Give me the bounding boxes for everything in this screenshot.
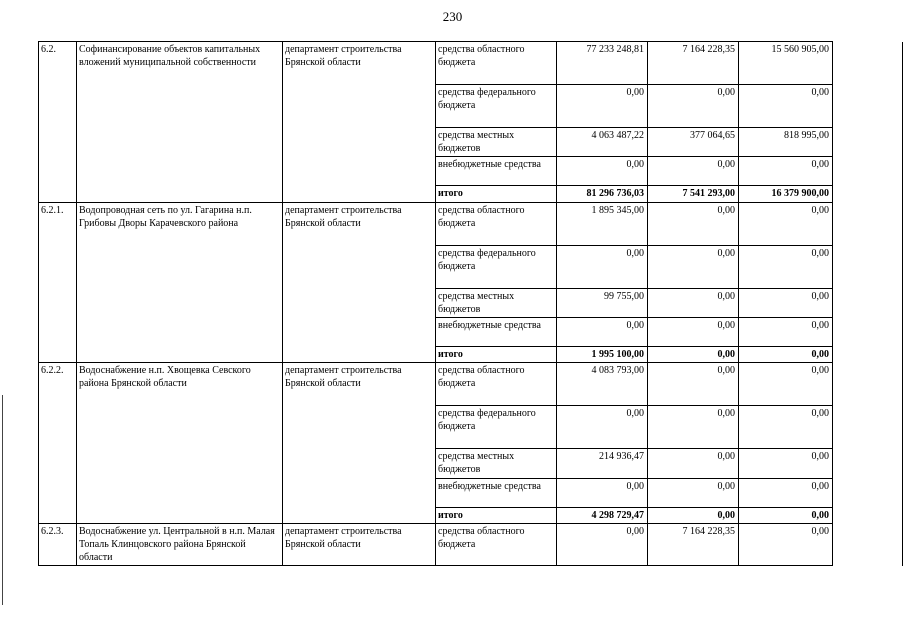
amount-cell: 377 064,65 (648, 128, 739, 157)
amount-cell: 0,00 (739, 202, 833, 245)
amount-cell: 7 541 293,00 (648, 186, 739, 202)
row-name: Софинансирование объектов капитальных вложений муниципальной собственности (77, 42, 283, 203)
amount-cell: 0,00 (739, 363, 833, 406)
amount-cell: 0,00 (648, 449, 739, 478)
amount-cell: 4 083 793,00 (557, 363, 648, 406)
table-row (39, 523, 903, 566)
budget-table (38, 41, 903, 566)
amount-cell: 0,00 (557, 478, 648, 507)
amount-cell: 0,00 (648, 317, 739, 346)
row-code: 6.2.2. (39, 363, 77, 524)
amount-cell: 0,00 (739, 317, 833, 346)
amount-cell: 1 995 100,00 (557, 346, 648, 362)
amount-cell: 0,00 (557, 245, 648, 288)
amount-cell: 77 233 248,81 (557, 42, 648, 85)
amount-cell: 0,00 (739, 507, 833, 523)
amount-cell: 0,00 (648, 245, 739, 288)
amount-cell: 0,00 (648, 202, 739, 245)
source-label: средства федерального бюджета (436, 245, 557, 288)
total-label: итого (436, 346, 557, 362)
row-code: 6.2. (39, 42, 77, 203)
row-executor: департамент строительства Брянской области (283, 363, 436, 524)
amount-cell: 15 560 905,00 (739, 42, 833, 85)
source-label: средства областного бюджета (436, 202, 557, 245)
empty-cell (833, 42, 903, 203)
source-label: средства областного бюджета (436, 42, 557, 85)
page-number: 230 (442, 9, 463, 24)
amount-cell: 0,00 (557, 157, 648, 186)
amount-cell: 0,00 (739, 449, 833, 478)
empty-cell (833, 523, 903, 566)
scan-artifact-line (2, 395, 3, 605)
table-row (39, 363, 903, 406)
row-executor: департамент строительства Брянской области (283, 202, 436, 363)
amount-cell: 81 296 736,03 (557, 186, 648, 202)
amount-cell: 0,00 (648, 346, 739, 362)
amount-cell: 0,00 (739, 406, 833, 449)
amount-cell: 0,00 (648, 507, 739, 523)
row-executor: департамент строительства Брянской области (283, 523, 436, 566)
amount-cell: 0,00 (648, 478, 739, 507)
amount-cell: 7 164 228,35 (648, 42, 739, 85)
total-label: итого (436, 186, 557, 202)
amount-cell: 0,00 (739, 157, 833, 186)
row-name: Водопроводная сеть по ул. Гагарина н.п. Грибовы Дворы Карачевского района (77, 202, 283, 363)
row-executor: департамент строительства Брянской области (283, 42, 436, 203)
empty-cell (833, 202, 903, 363)
amount-cell: 214 936,47 (557, 449, 648, 478)
amount-cell: 0,00 (739, 346, 833, 362)
table-row (39, 202, 903, 245)
amount-cell: 0,00 (739, 288, 833, 317)
amount-cell: 0,00 (648, 363, 739, 406)
source-label: внебюджетные средства (436, 478, 557, 507)
amount-cell: 0,00 (557, 406, 648, 449)
amount-cell: 0,00 (557, 85, 648, 128)
source-label: внебюджетные средства (436, 157, 557, 186)
source-label: средства местных бюджетов (436, 288, 557, 317)
row-code: 6.2.3. (39, 523, 77, 566)
source-label: внебюджетные средства (436, 317, 557, 346)
amount-cell: 4 298 729,47 (557, 507, 648, 523)
amount-cell: 1 895 345,00 (557, 202, 648, 245)
total-label: итого (436, 507, 557, 523)
row-name: Водоснабжение н.п. Хвощевка Севского района Брянской области (77, 363, 283, 524)
amount-cell: 0,00 (557, 523, 648, 566)
amount-cell: 0,00 (648, 85, 739, 128)
source-label: средства местных бюджетов (436, 449, 557, 478)
empty-cell (833, 363, 903, 524)
source-label: средства областного бюджета (436, 523, 557, 566)
source-label: средства областного бюджета (436, 363, 557, 406)
table-row (39, 42, 903, 85)
row-code: 6.2.1. (39, 202, 77, 363)
row-name: Водоснабжение ул. Центральной в н.п. Малая Топаль Клинцовского района Брянской области (77, 523, 283, 566)
amount-cell: 0,00 (739, 85, 833, 128)
amount-cell: 4 063 487,22 (557, 128, 648, 157)
source-label: средства местных бюджетов (436, 128, 557, 157)
amount-cell: 0,00 (648, 157, 739, 186)
amount-cell: 0,00 (739, 245, 833, 288)
amount-cell: 7 164 228,35 (648, 523, 739, 566)
amount-cell: 0,00 (739, 523, 833, 566)
amount-cell: 0,00 (648, 288, 739, 317)
amount-cell: 16 379 900,00 (739, 186, 833, 202)
amount-cell: 0,00 (739, 478, 833, 507)
amount-cell: 818 995,00 (739, 128, 833, 157)
amount-cell: 99 755,00 (557, 288, 648, 317)
source-label: средства федерального бюджета (436, 406, 557, 449)
source-label: средства федерального бюджета (436, 85, 557, 128)
amount-cell: 0,00 (648, 406, 739, 449)
amount-cell: 0,00 (557, 317, 648, 346)
